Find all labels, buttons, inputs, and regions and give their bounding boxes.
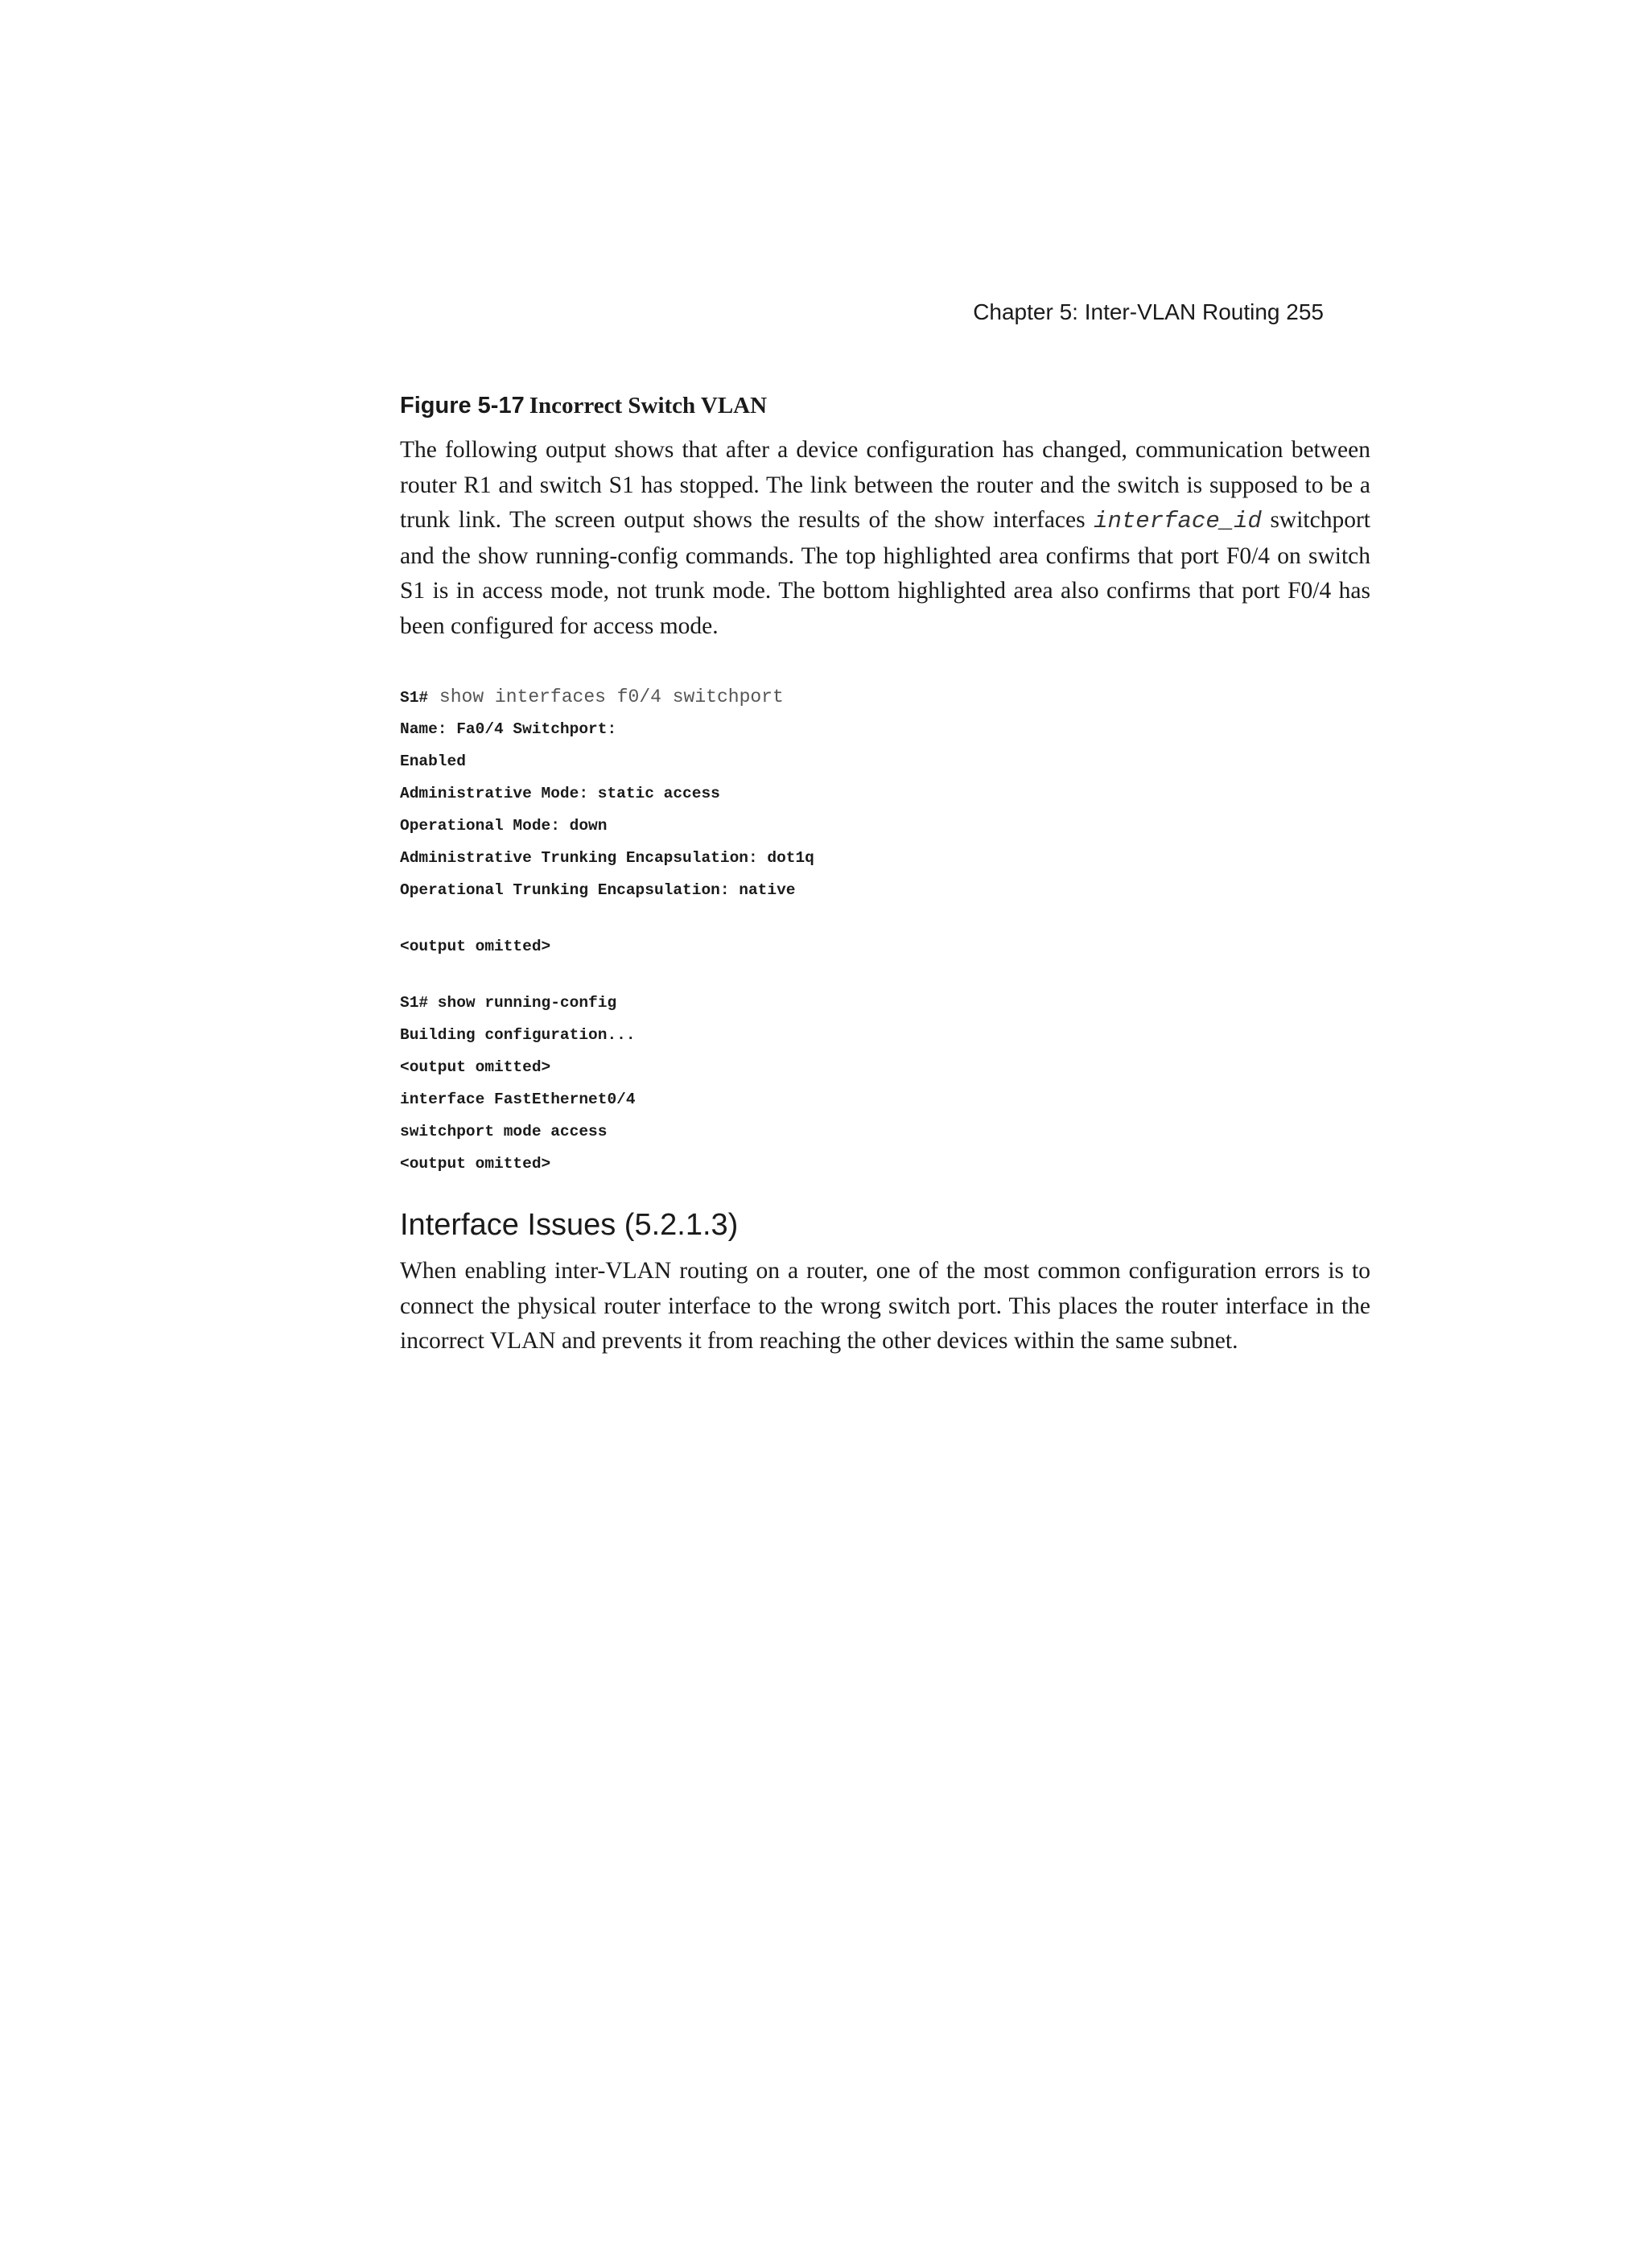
code-line: Administrative Mode: static access [400,785,720,802]
code-line-command1 [400,681,1370,713]
cli-command: show interfaces f0/4 switchport [428,687,784,707]
code-line: Enabled [400,753,466,770]
cli-output-block [400,681,1370,1180]
section-paragraph: When enabling inter-VLAN routing on a router, one of the most common configuration errors is to connect the physical router interface to the wrong switch port. This places the router interface in the incorrect VLAN and prevents it from reaching the other devices within the same subnet. [400,1258,1370,1354]
code-line: Operational Trunking Encapsulation: native [400,881,796,899]
code-line-command2: S1# show running-config [400,994,617,1012]
code-line-omitted: <output omitted> [400,938,551,955]
figure-caption [400,388,1370,423]
code-line: switchport mode access [400,1123,608,1140]
intro-paragraph [400,433,1370,644]
code-line: Operational Mode: down [400,817,608,835]
cli-prompt: S1# [400,689,429,707]
section-heading: Interface Issues (5.2.1.3) [400,1208,739,1242]
code-line: Building configuration... [400,1026,636,1044]
figure-label: Figure 5-17 [400,393,525,419]
figure-title: Incorrect Switch VLAN [529,393,768,419]
code-line: <output omitted> [400,1155,551,1173]
code-line: interface FastEthernet0/4 [400,1091,636,1108]
code-line: Name: Fa0/4 Switchport: [400,720,617,738]
page-content [400,388,1370,1359]
intro-inline-code: interface_id [1094,508,1262,534]
intro-text-part1: The following output shows that after a device configuration has changed, communication between router R1 and switch S1 has stopped. The link between the router and the switch is supposed to be a trunk link. The screen output shows the results of the show interfaces [400,437,1370,533]
code-line: <output omitted> [400,1058,551,1076]
intro-text-part2: switchport and the show running-config commands. The top highlighted area confirms that port F0/4 on switch S1 is in access mode, not trunk mode. The bottom highlighted area also confirms that port F0/4 has been configured for access mode. [400,507,1370,639]
code-line: Administrative Trunking Encapsulation: dot1q [400,849,814,867]
running-head: Chapter 5: Inter-VLAN Routing 255 [973,299,1324,324]
